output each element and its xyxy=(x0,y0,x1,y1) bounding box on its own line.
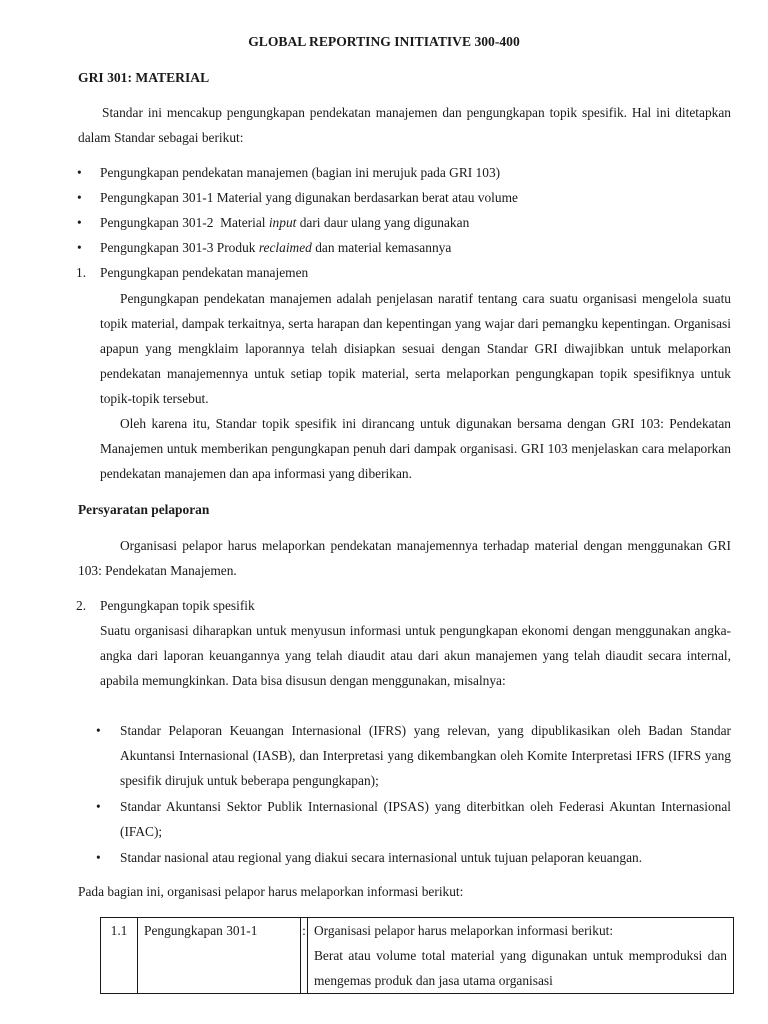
list-item: • Standar Pelaporan Keuangan Internasional (IFRS) yang relevan, yang dipublikasikan oleh Badan Standar Akuntansi Internasional (IASB), dan Interpretasi yang dikembangkan oleh Komite Interpretasi IFRS (IFRS yang spesifik dirujuk untuk beberapa pengungkapan); xyxy=(96,723,731,788)
separator: : xyxy=(301,918,308,994)
document-title: GLOBAL REPORTING INITIATIVE 300-400 xyxy=(248,34,520,49)
list-item: • Standar nasional atau regional yang diakui secara internasional untuk tujuan pelaporan keuangan. xyxy=(96,850,643,865)
list-item: • Pengungkapan pendekatan manajemen (bagian ini merujuk pada GRI 103) xyxy=(77,165,501,180)
disclosure-table xyxy=(100,917,734,994)
reporting-requirement-paragraph: Organisasi pelapor harus melaporkan pendekatan manajemennya terhadap material dengan menggunakan GRI 103: Pendekatan Manajemen. xyxy=(78,538,731,578)
intro-paragraph: Standar ini mencakup pengungkapan pendekatan manajemen dan pengungkapan topik spesifik. Hal ini ditetapkan dalam Standar sebagai berikut: xyxy=(78,105,731,145)
management-approach-paragraph: Pengungkapan pendekatan manajemen adalah penjelasan naratif tentang cara suatu organisasi mengelola suatu topik material, dampak terkaitnya, serta harapan dan kepentingan yang wajar dari pemangku kepentingan. Organisasi apapun yang mengklaim laporannya telah disiapkan sesuai dengan Standar GRI diwajibkan untuk melaporkan pendekatan manajemennya untuk setiap topik material, serta melaporkan pengungkapan topik spesifiknya untuk topik-topik tersebut. xyxy=(100,291,731,406)
list-item: • Standar Akuntansi Sektor Publik Internasional (IPSAS) yang diterbitkan oleh Federasi Akuntan Internasional (IFAC); xyxy=(96,799,731,839)
specific-topic-paragraph: Suatu organisasi diharapkan untuk menyusun informasi untuk pengungkapan ekonomi dengan menggunakan angka-angka dari laporan keuangannya yang telah diaudit atau dari akun manajemen yang telah diaudit secara internal, apabila memungkinkan. Data bisa disusun dengan menggunakan, misalnya: xyxy=(100,623,731,688)
row-number: 1.1 xyxy=(101,918,138,994)
table-row xyxy=(101,918,734,994)
section-heading: GRI 301: MATERIAL xyxy=(78,70,210,85)
numbered-heading-2: 2. Pengungkapan topik spesifik xyxy=(76,598,255,613)
list-item: • Pengungkapan 301-3 Produk reclaimed dan material kemasannya xyxy=(77,240,452,255)
list-item: • Pengungkapan 301-2 Material input dari daur ulang yang digunakan xyxy=(77,215,470,230)
disclosure-description: Organisasi pelapor harus melaporkan informasi berikut: Berat atau volume total material yang digunakan untuk memproduksi dan mengemas produk dan jasa utama organisasi xyxy=(308,918,734,994)
topic-standard-paragraph: Oleh karena itu, Standar topik spesifik ini dirancang untuk digunakan bersama dengan GRI 103: Pendekatan Manajemen untuk memberikan pengungkapan penuh dari dampak organisasi. GRI 103 menjelaskan cara melaporkan pendekatan manajemen dan apa informasi yang diberikan. xyxy=(100,416,731,481)
disclosure-name: Pengungkapan 301-1 xyxy=(138,918,301,994)
closing-sentence: Pada bagian ini, organisasi pelapor harus melaporkan informasi berikut: xyxy=(78,884,464,899)
numbered-heading-1: 1. Pengungkapan pendekatan manajemen xyxy=(76,265,309,280)
list-item: • Pengungkapan 301-1 Material yang digunakan berdasarkan berat atau volume xyxy=(77,190,518,205)
reporting-requirement-heading: Persyaratan pelaporan xyxy=(78,502,210,517)
